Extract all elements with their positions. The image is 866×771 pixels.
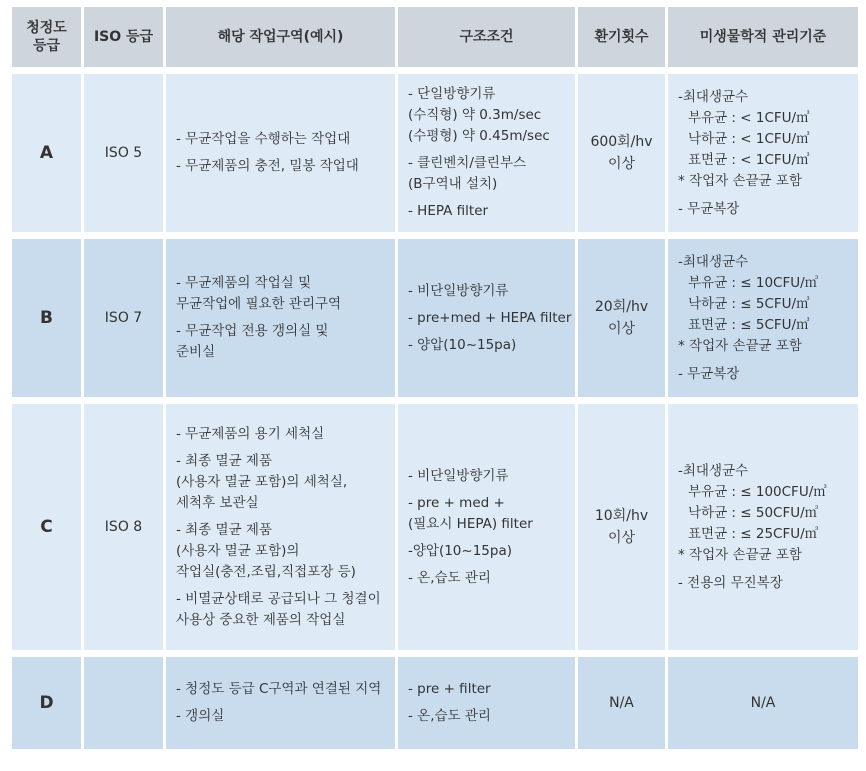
area-item: - 최종 멸균 제품 (사용자 멸균 포함)의 작업실(충전,조립,직접포장 등) (176, 521, 356, 580)
micro-note: * 작업자 손끝균 포함 (678, 546, 802, 563)
header-area: 해당 작업구역(예시) (166, 7, 398, 67)
structure-item: - pre + med + (필요시 HEPA) filter (408, 494, 533, 532)
micro-line: 낙하균 : ≤ 50CFU/㎥ (688, 504, 819, 521)
iso-cell: ISO 8 (84, 404, 166, 650)
area-item: - 무균제품의 용기 세척실 (176, 425, 325, 442)
grade-cell: B (12, 239, 84, 397)
table-row-d (12, 657, 858, 749)
micro-cell: N/A (668, 657, 858, 749)
structure-item: - 비단일방향기류 (408, 282, 509, 299)
area-cell (166, 657, 398, 749)
table-header-row (12, 7, 858, 67)
area-item: - 비멸균상태로 공급되나 그 청결이 사용상 중요한 제품의 작업실 (176, 590, 381, 628)
structure-item: - 양압(10~15pa) (408, 336, 517, 353)
micro-extra: - 무균복장 (678, 200, 740, 217)
area-item: - 갱의실 (176, 708, 225, 724)
area-item: - 무균제품의 충전, 밀봉 작업대 (176, 158, 359, 174)
structure-item: - HEPA filter (408, 203, 489, 219)
micro-extra: - 전용의 무진복장 (678, 574, 783, 591)
micro-title: -최대생균수 (678, 88, 749, 105)
table-row-c (12, 404, 858, 650)
micro-line: 표면균 : ≤ 25CFU/㎥ (688, 525, 819, 542)
structure-item: - pre+med + HEPA filter (408, 309, 572, 326)
micro-line: 부유균 : ≤ 100CFU/㎥ (688, 483, 827, 500)
micro-title: -최대생균수 (678, 462, 749, 479)
structure-cell (398, 404, 578, 650)
air-change-cell: N/A (578, 657, 668, 749)
table-row-a (12, 74, 858, 232)
micro-note: * 작업자 손끝균 포함 (678, 337, 802, 354)
grade-cell: A (12, 74, 84, 232)
micro-line: 부유균 : < 1CFU/㎥ (688, 109, 810, 126)
iso-cell (84, 657, 166, 749)
header-iso: ISO 등급 (84, 7, 166, 67)
header-structure: 구조조건 (398, 7, 578, 67)
air-change-cell: 10회/hv 이상 (578, 404, 668, 650)
area-item: - 무균제품의 작업실 및 무균작업에 필요한 관리구역 (176, 275, 342, 312)
iso-cell: ISO 5 (84, 74, 166, 232)
micro-title: -최대생균수 (678, 253, 749, 270)
micro-cell (668, 74, 858, 232)
table-row-b (12, 239, 858, 397)
iso-cell: ISO 7 (84, 239, 166, 397)
grade-cell: D (12, 657, 84, 749)
header-grade: 청정도 등급 (12, 7, 84, 67)
micro-line: 낙하균 : ≤ 5CFU/㎥ (688, 295, 810, 312)
structure-cell (398, 657, 578, 749)
area-cell (166, 404, 398, 650)
micro-line: 낙하균 : < 1CFU/㎥ (688, 130, 810, 147)
structure-cell (398, 74, 578, 232)
air-change-cell: 20회/hv 이상 (578, 239, 668, 397)
structure-cell (398, 239, 578, 397)
micro-extra: - 무균복장 (678, 365, 740, 382)
structure-item: -양압(10~15pa) (408, 542, 512, 559)
area-cell (166, 74, 398, 232)
micro-cell (668, 404, 858, 650)
micro-line: 표면균 : < 1CFU/㎥ (688, 151, 810, 168)
header-air-change: 환기횟수 (578, 7, 668, 67)
structure-item: - pre + filter (408, 681, 491, 697)
area-cell (166, 239, 398, 397)
area-item: - 무균작업을 수행하는 작업대 (176, 131, 351, 147)
grade-cell: C (12, 404, 84, 650)
area-item: - 청정도 등급 C구역과 연결된 지역 (176, 681, 382, 697)
structure-item: - 온,습도 관리 (408, 569, 491, 586)
micro-cell (668, 239, 858, 397)
structure-item: - 온,습도 관리 (408, 708, 491, 724)
structure-item: - 클린벤치/클린부스 (B구역내 설치) (408, 155, 527, 192)
air-change-cell: 600회/hv 이상 (578, 74, 668, 232)
micro-line: 표면균 : ≤ 5CFU/㎥ (688, 316, 810, 333)
area-item: - 무균작업 전용 갱의실 및 준비실 (176, 323, 329, 360)
micro-note: * 작업자 손끝균 포함 (678, 172, 802, 189)
micro-line: 부유균 : ≤ 10CFU/㎥ (688, 274, 819, 291)
structure-item: - 단일방향기류 (수직형) 약 0.3m/sec (수평형) 약 0.45m/sec (408, 86, 550, 144)
area-item: - 최종 멸균 제품 (사용자 멸균 포함)의 세척실, 세척후 보관실 (176, 452, 348, 511)
structure-item: - 비단일방향기류 (408, 467, 509, 484)
header-micro: 미생물학적 관리기준 (668, 7, 858, 67)
